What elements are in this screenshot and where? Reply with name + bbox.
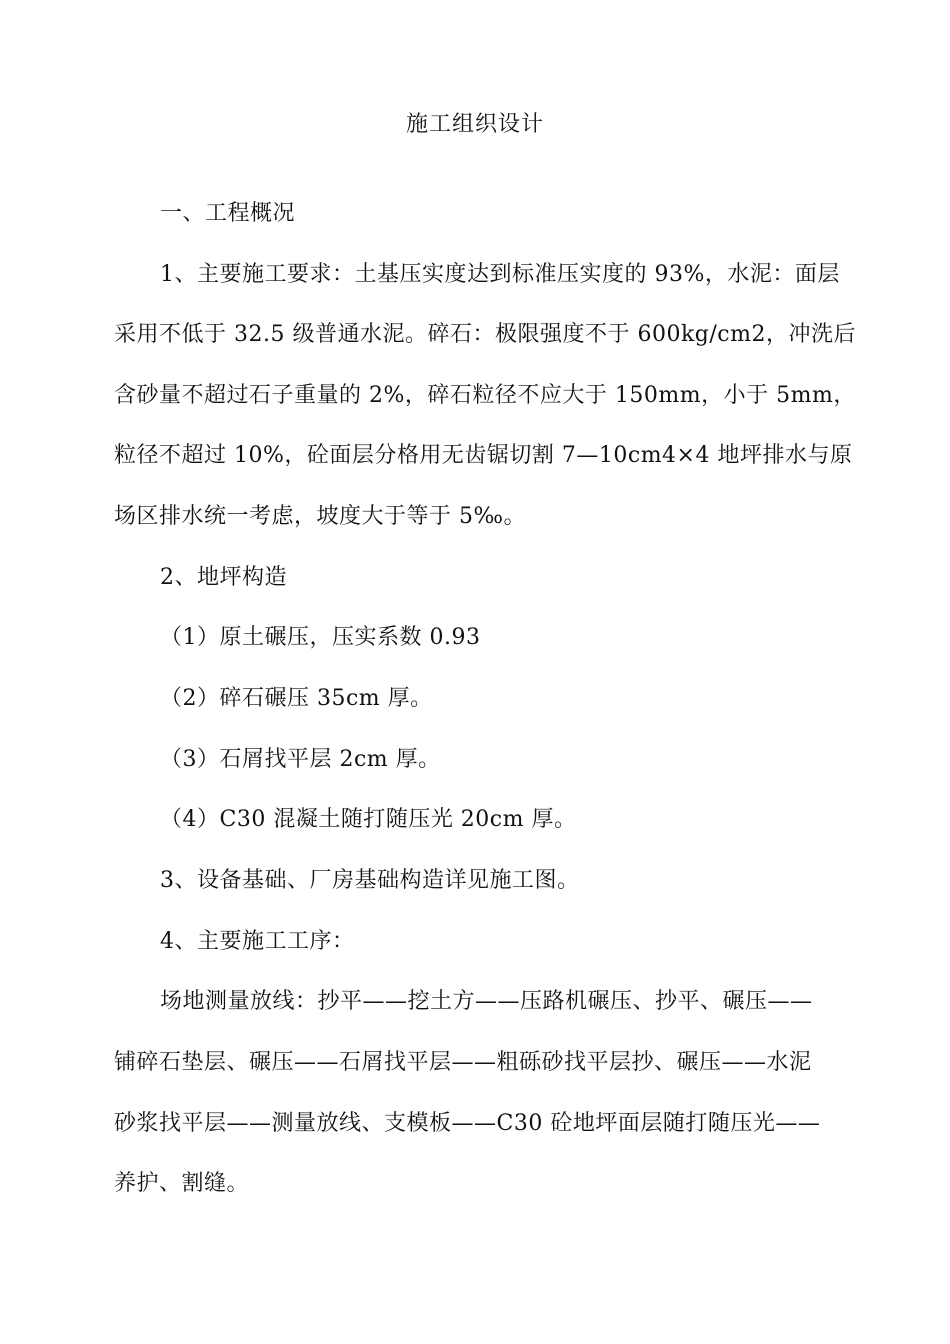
paragraph-line: 场地测量放线：抄平——挖土方——压路机碾压、抄平、碾压——	[160, 989, 813, 1014]
paragraph-line: 采用不低于 32.5 级普通水泥。碎石：极限强度不于 600kg/cm2，冲洗后	[114, 322, 856, 347]
list-item: （4）C30 混凝土随打随压光 20cm 厚。	[160, 807, 577, 832]
paragraph-line: 3、设备基础、厂房基础构造详见施工图。	[160, 868, 580, 893]
paragraph-line: 场区排水统一考虑，坡度大于等于 5‰。	[114, 504, 527, 529]
paragraph-line: 铺碎石垫层、碾压——石屑找平层——粗砾砂找平层抄、碾压——水泥	[114, 1050, 812, 1075]
list-item: （1）原土碾压，压实系数 0.93	[160, 625, 481, 650]
document-title: 施工组织设计	[405, 112, 544, 137]
list-item: （2）碎石碾压 35cm 厚。	[160, 686, 433, 711]
paragraph-line: 含砂量不超过石子重量的 2%，碎石粒径不应大于 150mm，小于 5mm，	[114, 383, 856, 408]
subsection-heading: 4、主要施工工序：	[160, 929, 355, 954]
paragraph-line: 1、主要施工要求：土基压实度达到标准压实度的 93%，水泥：面层	[160, 262, 840, 287]
list-item: （3）石屑找平层 2cm 厚。	[160, 747, 441, 772]
paragraph-line: 砂浆找平层——测量放线、支模板——C30 砼地坪面层随打随压光——	[114, 1111, 821, 1136]
subsection-heading: 2、地坪构造	[160, 565, 287, 590]
section-heading-overview: 一、工程概况	[160, 201, 296, 226]
paragraph-line: 养护、割缝。	[114, 1171, 250, 1196]
paragraph-line: 粒径不超过 10%，砼面层分格用无齿锯切割 7—10cm4×4 地坪排水与原	[114, 443, 853, 468]
